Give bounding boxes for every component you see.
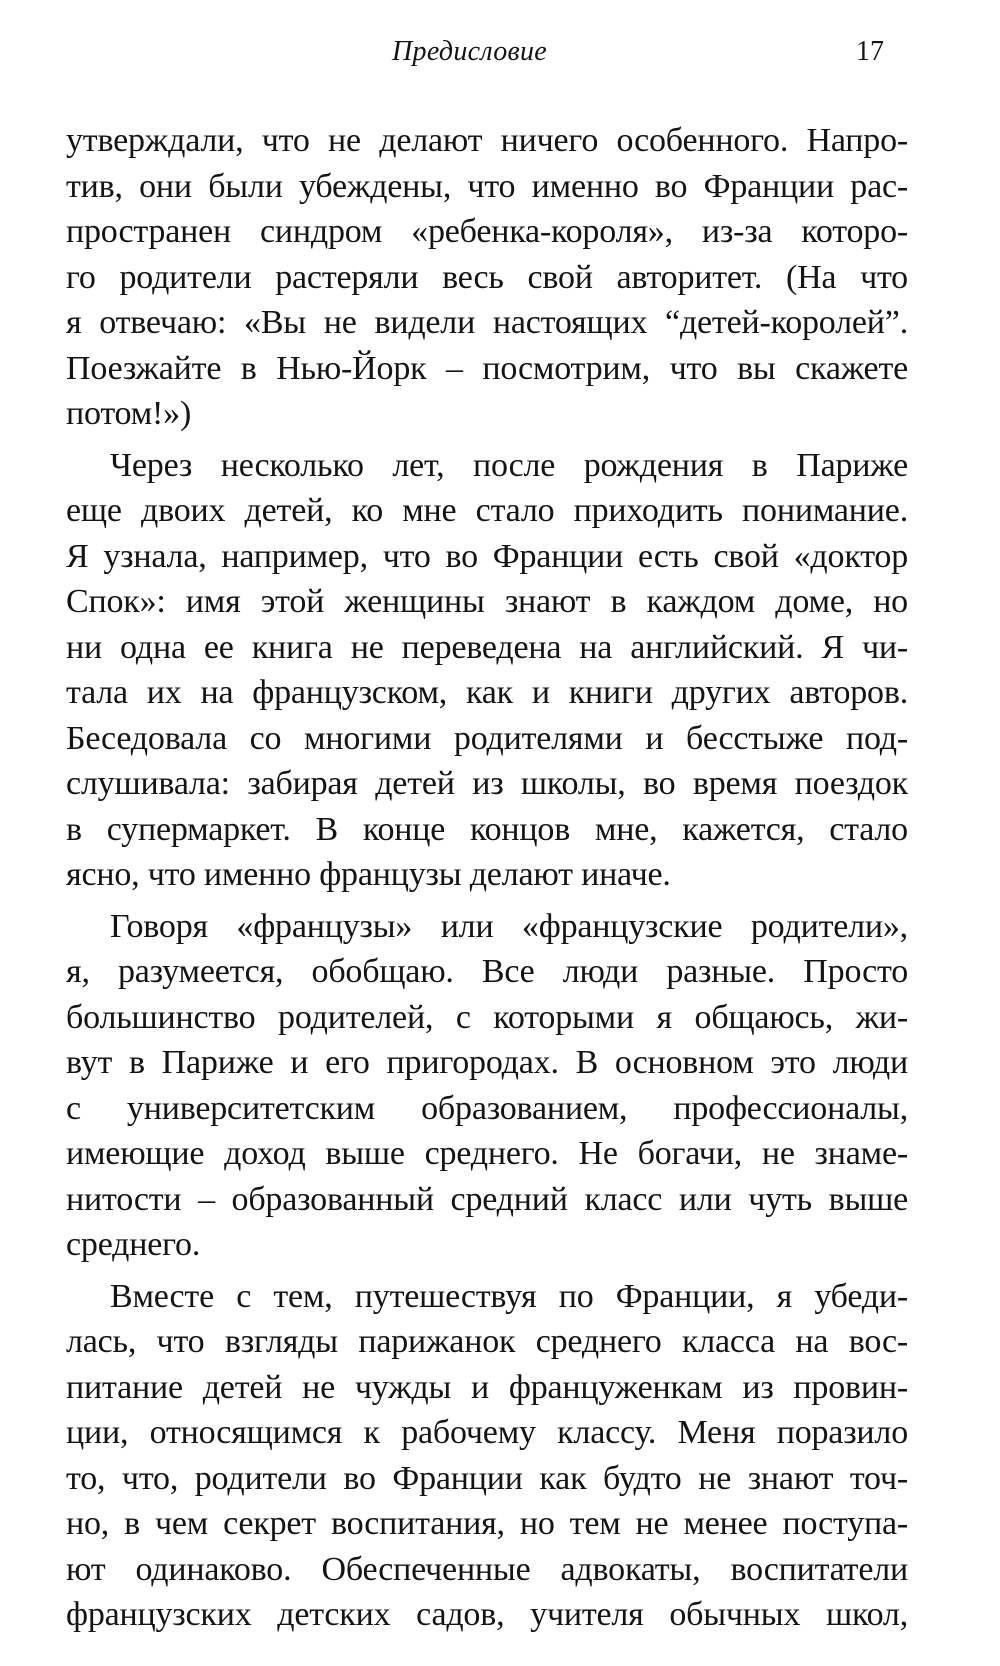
text-line: Вместе с тем, путешествуя по Франции, я убеди- xyxy=(110,1277,908,1315)
text-line: го родители растеряли весь свой авторитет. (На что xyxy=(66,258,908,296)
text-line: вут в Париже и его пригородах. В основном это люди xyxy=(66,1044,908,1081)
text-line: потом!») xyxy=(66,395,192,432)
text-line: в супермаркет. В конце концов мне, кажется, стало xyxy=(66,810,908,848)
text-line: Я узнала, например, что во Франции есть свой «доктор xyxy=(66,537,908,575)
paragraph-1 xyxy=(66,118,908,437)
text-line: ции, относящимся к рабочему классу. Меня поразило xyxy=(66,1414,908,1451)
paragraph-4 xyxy=(66,1274,908,1638)
body-text xyxy=(66,118,908,1638)
text-line: ни одна ее книга не переведена на английский. Я чи- xyxy=(66,628,908,666)
text-line: ясно, что именно французы делают иначе. xyxy=(66,856,671,893)
text-line: имеющие доход выше среднего. Не богачи, не знаме- xyxy=(66,1135,908,1172)
paragraph-3 xyxy=(66,904,908,1268)
paragraph-2 xyxy=(66,443,908,898)
text-line: пространен синдром «ребенка-короля», из-за которо- xyxy=(66,213,908,250)
text-line: тив, они были убеждены, что именно во Франции рас- xyxy=(66,167,908,205)
text-line: тала их на французском, как и книги других авторов. xyxy=(66,674,908,711)
text-line: с университетским образованием, профессионалы, xyxy=(66,1089,908,1127)
text-line: Через несколько лет, после рождения в Париже xyxy=(110,446,908,484)
text-line: ют одинаково. Обеспеченные адвокаты, воспитатели xyxy=(66,1550,908,1588)
text-line: французских детских садов, учителя обычных школ, xyxy=(66,1596,908,1633)
text-line: то, что, родители во Франции как будто не знают точ- xyxy=(66,1459,908,1497)
text-line: я отвечаю: «Вы не видели настоящих “детей-королей”. xyxy=(66,304,908,341)
text-line: слушивала: забирая детей из школы, во время поездок xyxy=(66,765,908,802)
text-line: утверждали, что не делают ничего особенного. Напро- xyxy=(66,122,908,159)
text-line: Спок»: имя этой женщины знают в каждом доме, но xyxy=(66,583,908,620)
text-line: питание детей не чужды и француженкам из провин- xyxy=(66,1368,908,1406)
text-line: но, в чем секрет воспитания, но тем не менее поступа- xyxy=(66,1505,908,1542)
text-line: большинство родителей, с которыми я общаюсь, жи- xyxy=(66,998,908,1036)
text-line: нитости – образованный средний класс или чуть выше xyxy=(66,1180,908,1218)
page-number: 17 xyxy=(856,36,884,67)
text-line: Поезжайте в Нью-Йорк – посмотрим, что вы скажете xyxy=(66,349,908,387)
text-line: лась, что взгляды парижанок среднего класса на вос- xyxy=(66,1323,908,1360)
text-line: среднего. xyxy=(66,1226,201,1263)
text-line: я, разумеется, обобщаю. Все люди разные. Просто xyxy=(66,953,908,990)
text-line: Говоря «французы» или «французские родители», xyxy=(110,907,908,945)
text-line: Беседовала со многими родителями и бесстыже под- xyxy=(66,719,908,757)
running-title: Предисловие xyxy=(392,36,547,67)
running-head xyxy=(0,32,1000,72)
text-line: еще двоих детей, ко мне стало приходить понимание. xyxy=(66,492,908,529)
